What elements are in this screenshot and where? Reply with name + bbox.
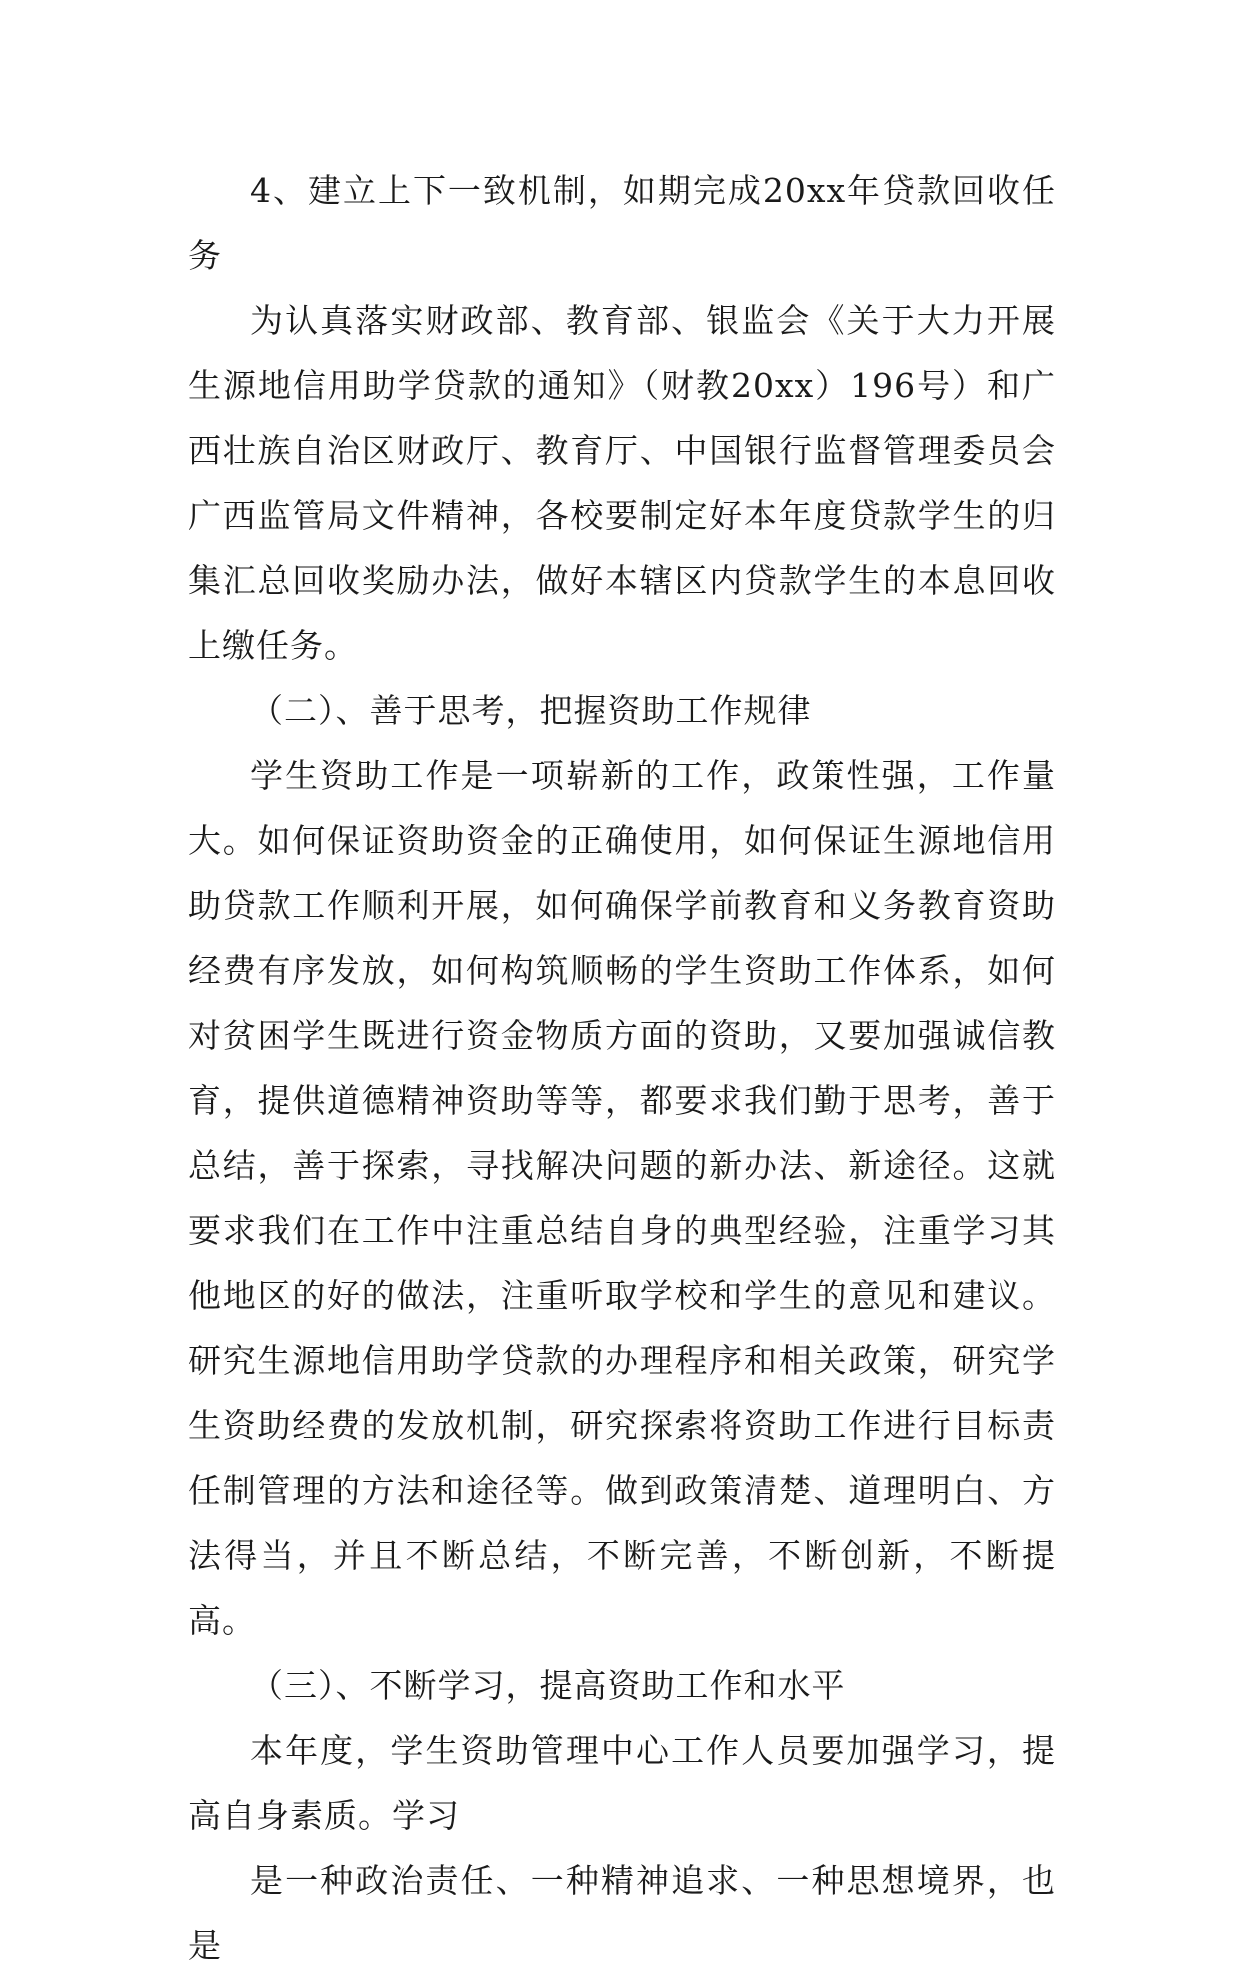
document-body xyxy=(188,158,1056,1978)
section-heading-2: （二）、善于思考，把握资助工作规律 xyxy=(250,691,812,730)
section-heading-4: 4、建立上下一致机制，如期完成20xx年贷款回收任务 xyxy=(188,171,1056,275)
body-paragraph-thinking: 学生资助工作是一项崭新的工作，政策性强，工作量大。如何保证资助资金的正确使用，如何保证生源地信用助贷款工作顺利开展，如何确保学前教育和义务教育资助经费有序发放，如何构筑顺畅的学生资助工作体系，如何对贫困学生既进行资金物质方面的资助，又要加强诚信教育，提供道德精神资助等等，都要求我们勤于思考，善于总结，善于探索，寻找解决问题的新办法、新途径。这就要求我们在工作中注重总结自身的典型经验，注重学习其他地区的好的做法，注重听取学校和学生的意见和建议。研究生源地信用助学贷款的办理程序和相关政策，研究学生资助经费的发放机制，研究探索将资助工作进行目标责任制管理的方法和途径等。做到政策清楚、道理明白、方法得当，并且不断总结，不断完善，不断创新，不断提高。 xyxy=(188,756,1056,1640)
body-paragraph-learning: 本年度，学生资助管理中心工作人员要加强学习，提高自身素质。学习 xyxy=(188,1731,1056,1835)
section-heading-3: （三）、不断学习，提高资助工作和水平 xyxy=(250,1666,846,1705)
body-paragraph-learning-continued: 是一种政治责任、一种精神追求、一种思想境界，也是 xyxy=(188,1861,1056,1965)
body-paragraph-loan-recovery: 为认真落实财政部、教育部、银监会《关于大力开展生源地信用助学贷款的通知》（财教20xx）196号）和广西壮族自治区财政厅、教育厅、中国银行监督管理委员会广西监管局文件精神，各校要制定好本年度贷款学生的归集汇总回收奖励办法，做好本辖区内贷款学生的本息回收上缴任务。 xyxy=(188,301,1056,665)
